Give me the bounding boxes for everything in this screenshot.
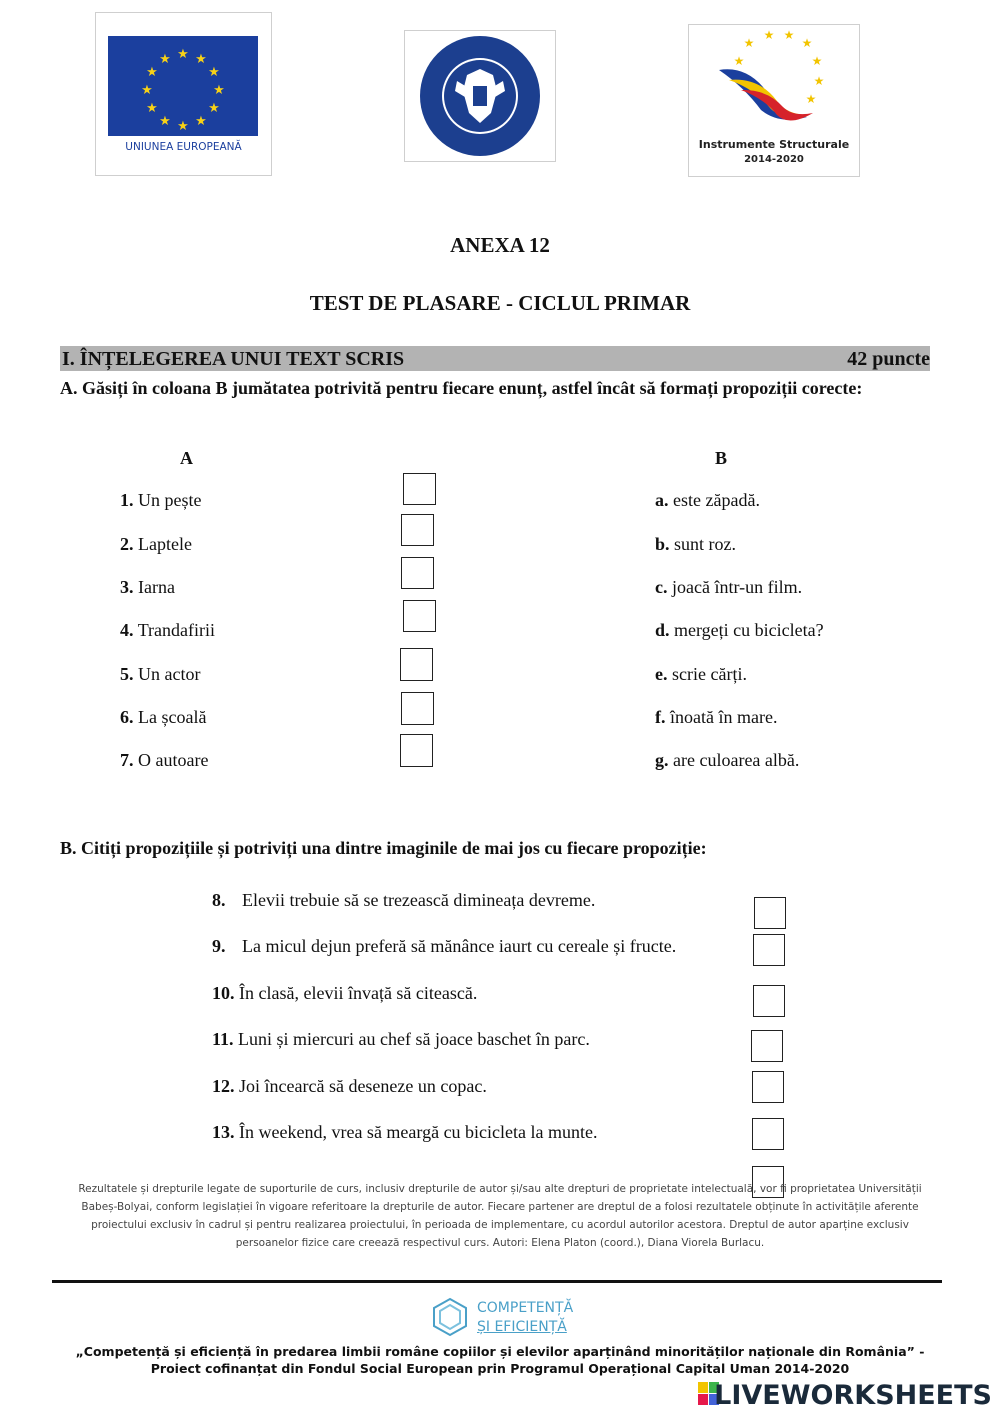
item-text: În clasă, elevii învață să citească. — [239, 983, 478, 1003]
structural-instruments-logo — [688, 24, 860, 177]
list-item-a4 — [120, 620, 215, 641]
brand-text — [477, 1299, 573, 1337]
answer-box-12[interactable] — [752, 1071, 784, 1103]
footer-divider — [52, 1280, 942, 1283]
structural-instruments-emblem-icon — [689, 25, 859, 125]
item-text: scrie cărți. — [672, 664, 747, 684]
item-text: joacă într-un film. — [672, 577, 803, 597]
svg-text:★: ★ — [159, 114, 171, 129]
svg-text:★: ★ — [195, 114, 207, 129]
answer-box-13[interactable] — [752, 1118, 784, 1150]
sentence-item-13 — [212, 1122, 598, 1143]
item-text: înoată în mare. — [670, 707, 778, 727]
item-letter: a. — [655, 490, 669, 510]
project-line1: „Competență și eficiență în predarea limbii române copiilor și elevilor aparținând minorităților naționale din România” - — [75, 1344, 925, 1359]
answer-box-11[interactable] — [751, 1030, 783, 1062]
page-title: TEST DE PLASARE - CICLUL PRIMAR — [309, 291, 691, 315]
svg-text:★: ★ — [743, 36, 755, 50]
list-item-a7 — [120, 750, 208, 771]
item-text: Trandafirii — [137, 620, 216, 640]
item-text: Un pește — [138, 490, 202, 510]
list-item-b-e — [655, 664, 747, 685]
column-a-header: A — [180, 448, 193, 468]
svg-text:★: ★ — [763, 28, 775, 42]
item-text: Luni și miercuri au chef să joace baschet în parc. — [238, 1029, 590, 1049]
annex-heading: ANEXA 12 — [450, 233, 550, 257]
answer-box-4[interactable] — [403, 600, 436, 632]
item-text: La școală — [138, 707, 207, 727]
item-text: mergeți cu bicicleta? — [674, 620, 824, 640]
list-item-a2 — [120, 534, 192, 555]
government-logo — [404, 30, 556, 162]
eu-logo — [95, 12, 272, 176]
item-number: 4. — [120, 620, 134, 640]
brand-line2: ȘI EFICIENȚĂ — [477, 1319, 567, 1335]
item-number: 1. — [120, 490, 134, 510]
item-text: Joi încearcă să deseneze un copac. — [239, 1076, 487, 1096]
item-text: Elevii trebuie să se trezească dimineața devreme. — [242, 890, 596, 910]
svg-text:★: ★ — [146, 101, 158, 116]
svg-text:★: ★ — [801, 36, 813, 50]
answer-box-7[interactable] — [400, 734, 433, 767]
item-text: La micul dejun preferă să mănânce iaurt cu cereale și fructe. — [242, 936, 677, 956]
answer-box-1[interactable] — [403, 473, 436, 505]
answer-box-9[interactable] — [753, 934, 785, 966]
svg-text:★: ★ — [208, 101, 220, 116]
item-letter: f. — [655, 707, 666, 727]
section-points: 42 puncte — [847, 348, 930, 370]
svg-text:★: ★ — [177, 47, 189, 62]
item-number: 7. — [120, 750, 134, 770]
item-number: 9. — [212, 936, 226, 956]
answer-box-5[interactable] — [400, 648, 433, 681]
answer-box-10[interactable] — [753, 985, 785, 1017]
answer-box-8[interactable] — [754, 897, 786, 929]
list-item-b-f — [655, 707, 777, 728]
item-letter: b. — [655, 534, 670, 554]
item-number: 5. — [120, 664, 134, 684]
list-item-a5 — [120, 664, 200, 685]
list-item-b-d — [655, 620, 824, 641]
government-seal-icon — [405, 31, 555, 161]
item-number: 10. — [212, 983, 235, 1003]
item-text: Un actor — [138, 664, 201, 684]
competenta-logo — [430, 1297, 600, 1339]
item-letter: e. — [655, 664, 668, 684]
svg-text:★: ★ — [783, 28, 795, 42]
list-item-b-g — [655, 750, 799, 771]
sentence-item-10 — [212, 983, 477, 1004]
item-number: 3. — [120, 577, 134, 597]
sentence-item-9 — [212, 936, 676, 957]
brand-line1: COMPETENȚĂ — [477, 1300, 574, 1316]
svg-text:★: ★ — [195, 52, 207, 67]
item-text: Laptele — [138, 534, 192, 554]
svg-text:★: ★ — [141, 83, 153, 98]
structural-instruments-caption — [689, 137, 859, 167]
svg-text:★: ★ — [177, 119, 189, 134]
list-item-b-a — [655, 490, 760, 511]
copyright-note: Rezultatele și drepturile legate de suporturile de curs, inclusiv drepturile de autor și/sau alte drepturi de proprietate intelectuală, vor fi proprietatea Universității Babeș-Bolyai, conform legislației în vigoare referitoare la drepturile de autor. Fiecare partener are dreptul de a folosi rezultatele obținute în activitățile aferente proiectului exclusiv în cadrul și pentru realizarea proiectului, în perioada de implementare, cu acordul autorilor acestora. Dreptul de autor aparține exclusiv persoanelor fizice care creează respectivul curs. Autori: Elena Platon (coord.), Diana Viorela Burlacu. — [78, 1183, 922, 1249]
item-text: Iarna — [138, 577, 175, 597]
list-item-a1 — [120, 490, 201, 511]
sentence-item-11 — [212, 1029, 590, 1050]
item-number: 12. — [212, 1076, 235, 1096]
project-line2: Proiect cofinanțat din Fondul Social European prin Programul Operațional Capital Uman 2014-2020 — [150, 1361, 850, 1376]
svg-text:★: ★ — [146, 65, 158, 80]
item-letter: c. — [655, 577, 668, 597]
list-item-b-c — [655, 577, 802, 598]
svg-text:★: ★ — [733, 54, 745, 68]
hexagon-logo-icon — [430, 1297, 470, 1337]
item-number: 8. — [212, 890, 226, 910]
item-number: 13. — [212, 1122, 235, 1142]
liveworksheets-watermark[interactable]: LIVEWORKSHEETS — [714, 1380, 992, 1411]
eu-flag-icon — [108, 36, 258, 136]
answer-box-6[interactable] — [401, 692, 434, 725]
answer-box-2[interactable] — [401, 514, 434, 546]
svg-text:★: ★ — [805, 92, 817, 106]
section-title: I. ÎNȚELEGEREA UNUI TEXT SCRIS — [62, 348, 405, 370]
item-text: O autoare — [138, 750, 209, 770]
item-text: are culoarea albă. — [673, 750, 800, 770]
list-item-b-b — [655, 534, 736, 555]
svg-text:★: ★ — [813, 74, 825, 88]
item-letter: d. — [655, 620, 670, 640]
list-item-a6 — [120, 707, 206, 728]
item-number: 2. — [120, 534, 134, 554]
part-a-instruction: A. Găsiți în coloana B jumătatea potrivită pentru fiecare enunț, astfel încât să formați propoziții corecte: — [60, 378, 863, 398]
caption-line2: 2014-2020 — [744, 154, 804, 165]
item-letter: g. — [655, 750, 669, 770]
answer-box-3[interactable] — [401, 557, 434, 589]
svg-text:★: ★ — [208, 65, 220, 80]
list-item-a3 — [120, 577, 175, 598]
caption-line1: Instrumente Structurale — [698, 138, 850, 151]
eu-caption: UNIUNEA EUROPEANĂ — [125, 141, 242, 153]
svg-text:★: ★ — [811, 54, 823, 68]
item-number: 6. — [120, 707, 134, 727]
sentence-item-12 — [212, 1076, 487, 1097]
column-b-header: B — [715, 448, 728, 468]
item-text: este zăpadă. — [673, 490, 760, 510]
sentence-item-8 — [212, 890, 595, 911]
svg-text:★: ★ — [159, 52, 171, 67]
government-seal-text — [405, 88, 555, 89]
item-text: În weekend, vrea să meargă cu bicicleta la munte. — [239, 1122, 598, 1142]
item-text: sunt roz. — [674, 534, 737, 554]
svg-text:★: ★ — [213, 83, 225, 98]
part-b-instruction: B. Citiți propozițiile și potriviți una dintre imaginile de mai jos cu fiecare propoziție: — [60, 838, 707, 858]
item-number: 11. — [212, 1029, 234, 1049]
